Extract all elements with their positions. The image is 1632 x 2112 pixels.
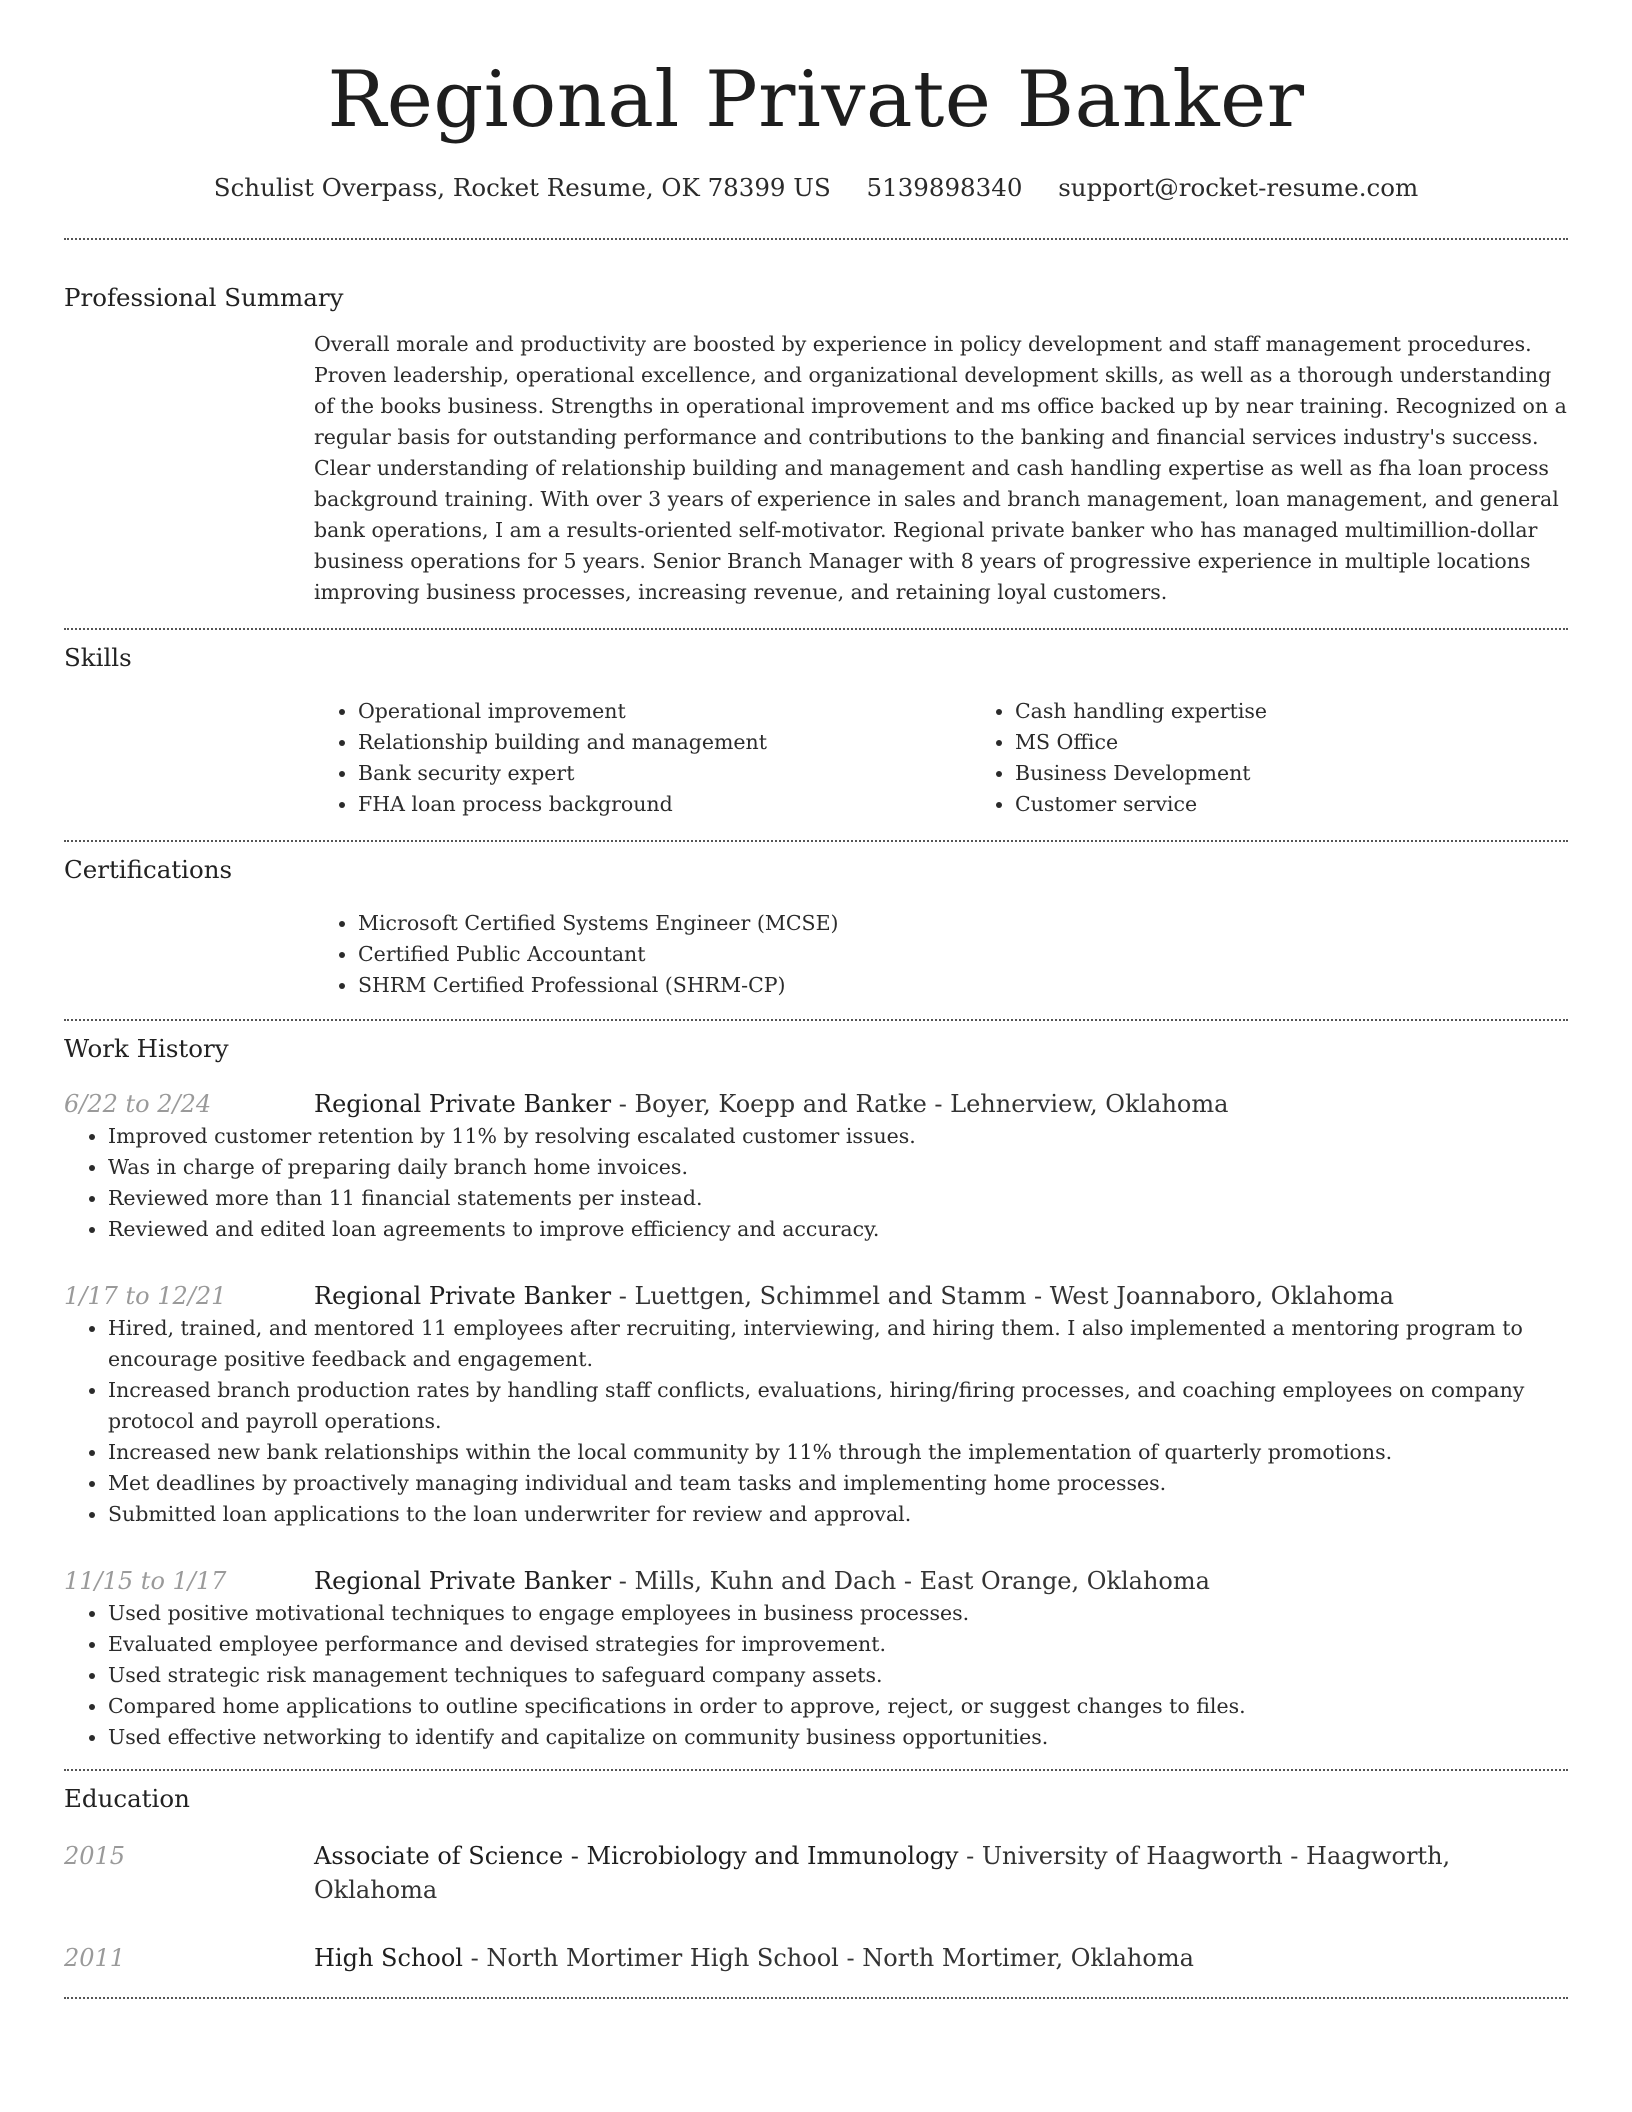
candidate-name: Regional Private Banker bbox=[327, 55, 1305, 145]
skills-list-right bbox=[971, 696, 1568, 820]
skill-item: • Bank security expert bbox=[358, 758, 971, 789]
section-title-work-history: Work History bbox=[64, 1034, 229, 1063]
job-bullet: • Reviewed and edited loan agreements to improve efficiency and accuracy. bbox=[108, 1214, 1568, 1245]
summary-section bbox=[64, 240, 1568, 608]
job-bullets bbox=[64, 1121, 1568, 1245]
job-bullets bbox=[64, 1598, 1568, 1753]
skill-item: • Relationship building and management bbox=[358, 727, 971, 758]
skill-item: • Cash handling expertise bbox=[1015, 696, 1568, 727]
job-bullet: • Reviewed more than 11 financial statements per instead. bbox=[108, 1183, 1568, 1214]
job-title: Regional Private Banker bbox=[314, 1282, 612, 1310]
education-entry bbox=[64, 1839, 1568, 1907]
certification-item: • Certified Public Accountant bbox=[358, 939, 1568, 970]
section-title-summary: Professional Summary bbox=[64, 283, 344, 312]
education-date: 2011 bbox=[64, 1944, 126, 1972]
job-bullet: • Increased new bank relationships within the local community by 11% through the implementation of quarterly promotions. bbox=[108, 1437, 1568, 1468]
certifications-list bbox=[314, 908, 1568, 1001]
email: support@rocket-resume.com bbox=[1058, 173, 1419, 202]
contact-line bbox=[64, 172, 1568, 204]
work-history-section bbox=[64, 1021, 1568, 1753]
job-bullets bbox=[64, 1313, 1568, 1530]
certification-item: • Microsoft Certified Systems Engineer (MCSE) bbox=[358, 908, 1568, 939]
skill-item: • Business Development bbox=[1015, 758, 1568, 789]
education-entry bbox=[64, 1941, 1568, 1975]
skill-item: • Operational improvement bbox=[358, 696, 971, 727]
job-title: Regional Private Banker bbox=[314, 1090, 612, 1118]
certifications-section bbox=[64, 842, 1568, 1001]
job-bullet: • Used strategic risk management techniques to safeguard company assets. bbox=[108, 1660, 1568, 1691]
job-bullet: • Increased branch production rates by handling staff conflicts, evaluations, hiring/firing processes, and coaching employees on company protocol and payroll operations. bbox=[108, 1375, 1568, 1437]
job-date: 1/17 to 12/21 bbox=[64, 1282, 227, 1310]
address: Schulist Overpass, Rocket Resume, OK 78399 US bbox=[213, 173, 831, 202]
job-heading bbox=[314, 1087, 1568, 1121]
skill-item: • FHA loan process background bbox=[358, 789, 971, 820]
education-degree: High School bbox=[314, 1944, 463, 1972]
summary-text: Overall morale and productivity are boosted by experience in policy development and staff management procedures. Proven leadership, operational excellence, and organizational development skills, as well as a thorough understanding of the books business. Strengths in operational improvement and ms office backed up by near training. Recognized on a regular basis for outstanding performance and contributions to the banking and financial services industry's success. Clear understanding of relationship building and management and cash handling expertise as well as fha loan process background training. With over 3 years of experience in sales and branch management, loan management, and general bank operations, I am a results-oriented self-motivator. Regional private banker who has managed multimillion-dollar business operations for 5 years. Senior Branch Manager with 8 years of progressive experience in multiple locations improving business processes, increasing revenue, and retaining loyal customers. bbox=[314, 332, 1567, 604]
resume-page bbox=[64, 0, 1568, 1999]
education-degree: Associate of Science - Microbiology and Immunology bbox=[314, 1842, 959, 1870]
job-entry bbox=[64, 1279, 1568, 1530]
skills-list-left bbox=[314, 696, 971, 820]
section-title-certifications: Certifications bbox=[64, 855, 233, 884]
education-heading bbox=[314, 1839, 1568, 1907]
education-details: - North Mortimer High School - North Mortimer, Oklahoma bbox=[462, 1944, 1194, 1972]
job-details: - Boyer, Koepp and Ratke - Lehnerview, Oklahoma bbox=[611, 1090, 1229, 1118]
education-section bbox=[64, 1771, 1568, 1975]
job-bullet: • Improved customer retention by 11% by resolving escalated customer issues. bbox=[108, 1121, 1568, 1152]
skill-item: • MS Office bbox=[1015, 727, 1568, 758]
education-details: - University of Haagworth - Haagworth, Oklahoma bbox=[314, 1842, 1451, 1904]
phone: 5139898340 bbox=[866, 173, 1023, 202]
job-date: 11/15 to 1/17 bbox=[64, 1567, 227, 1595]
job-date: 6/22 to 2/24 bbox=[64, 1090, 212, 1118]
job-heading bbox=[314, 1564, 1568, 1598]
education-heading bbox=[314, 1941, 1568, 1975]
education-date: 2015 bbox=[64, 1842, 126, 1870]
job-bullet: • Hired, trained, and mentored 11 employees after recruiting, interviewing, and hiring them. I also implemented a mentoring program to encourage positive feedback and engagement. bbox=[108, 1313, 1568, 1375]
job-bullet: • Compared home applications to outline specifications in order to approve, reject, or suggest changes to files. bbox=[108, 1691, 1568, 1722]
job-bullet: • Submitted loan applications to the loan underwriter for review and approval. bbox=[108, 1499, 1568, 1530]
job-bullet: • Used positive motivational techniques to engage employees in business processes. bbox=[108, 1598, 1568, 1629]
job-entry bbox=[64, 1087, 1568, 1245]
job-entry bbox=[64, 1564, 1568, 1753]
job-details: - Luettgen, Schimmel and Stamm - West Joannaboro, Oklahoma bbox=[611, 1282, 1394, 1310]
job-bullet: • Was in charge of preparing daily branch home invoices. bbox=[108, 1152, 1568, 1183]
job-bullet: • Evaluated employee performance and devised strategies for improvement. bbox=[108, 1629, 1568, 1660]
skills-section bbox=[64, 630, 1568, 820]
section-title-education: Education bbox=[64, 1784, 190, 1813]
certification-item: • SHRM Certified Professional (SHRM-CP) bbox=[358, 970, 1568, 1001]
job-details: - Mills, Kuhn and Dach - East Orange, Oklahoma bbox=[611, 1567, 1210, 1595]
section-title-skills: Skills bbox=[64, 643, 132, 672]
job-bullet: • Met deadlines by proactively managing individual and team tasks and implementing home processes. bbox=[108, 1468, 1568, 1499]
job-bullet: • Used effective networking to identify and capitalize on community business opportunities. bbox=[108, 1722, 1568, 1753]
job-title: Regional Private Banker bbox=[314, 1567, 612, 1595]
skill-item: • Customer service bbox=[1015, 789, 1568, 820]
job-heading bbox=[314, 1279, 1568, 1313]
divider bbox=[64, 1997, 1568, 1999]
